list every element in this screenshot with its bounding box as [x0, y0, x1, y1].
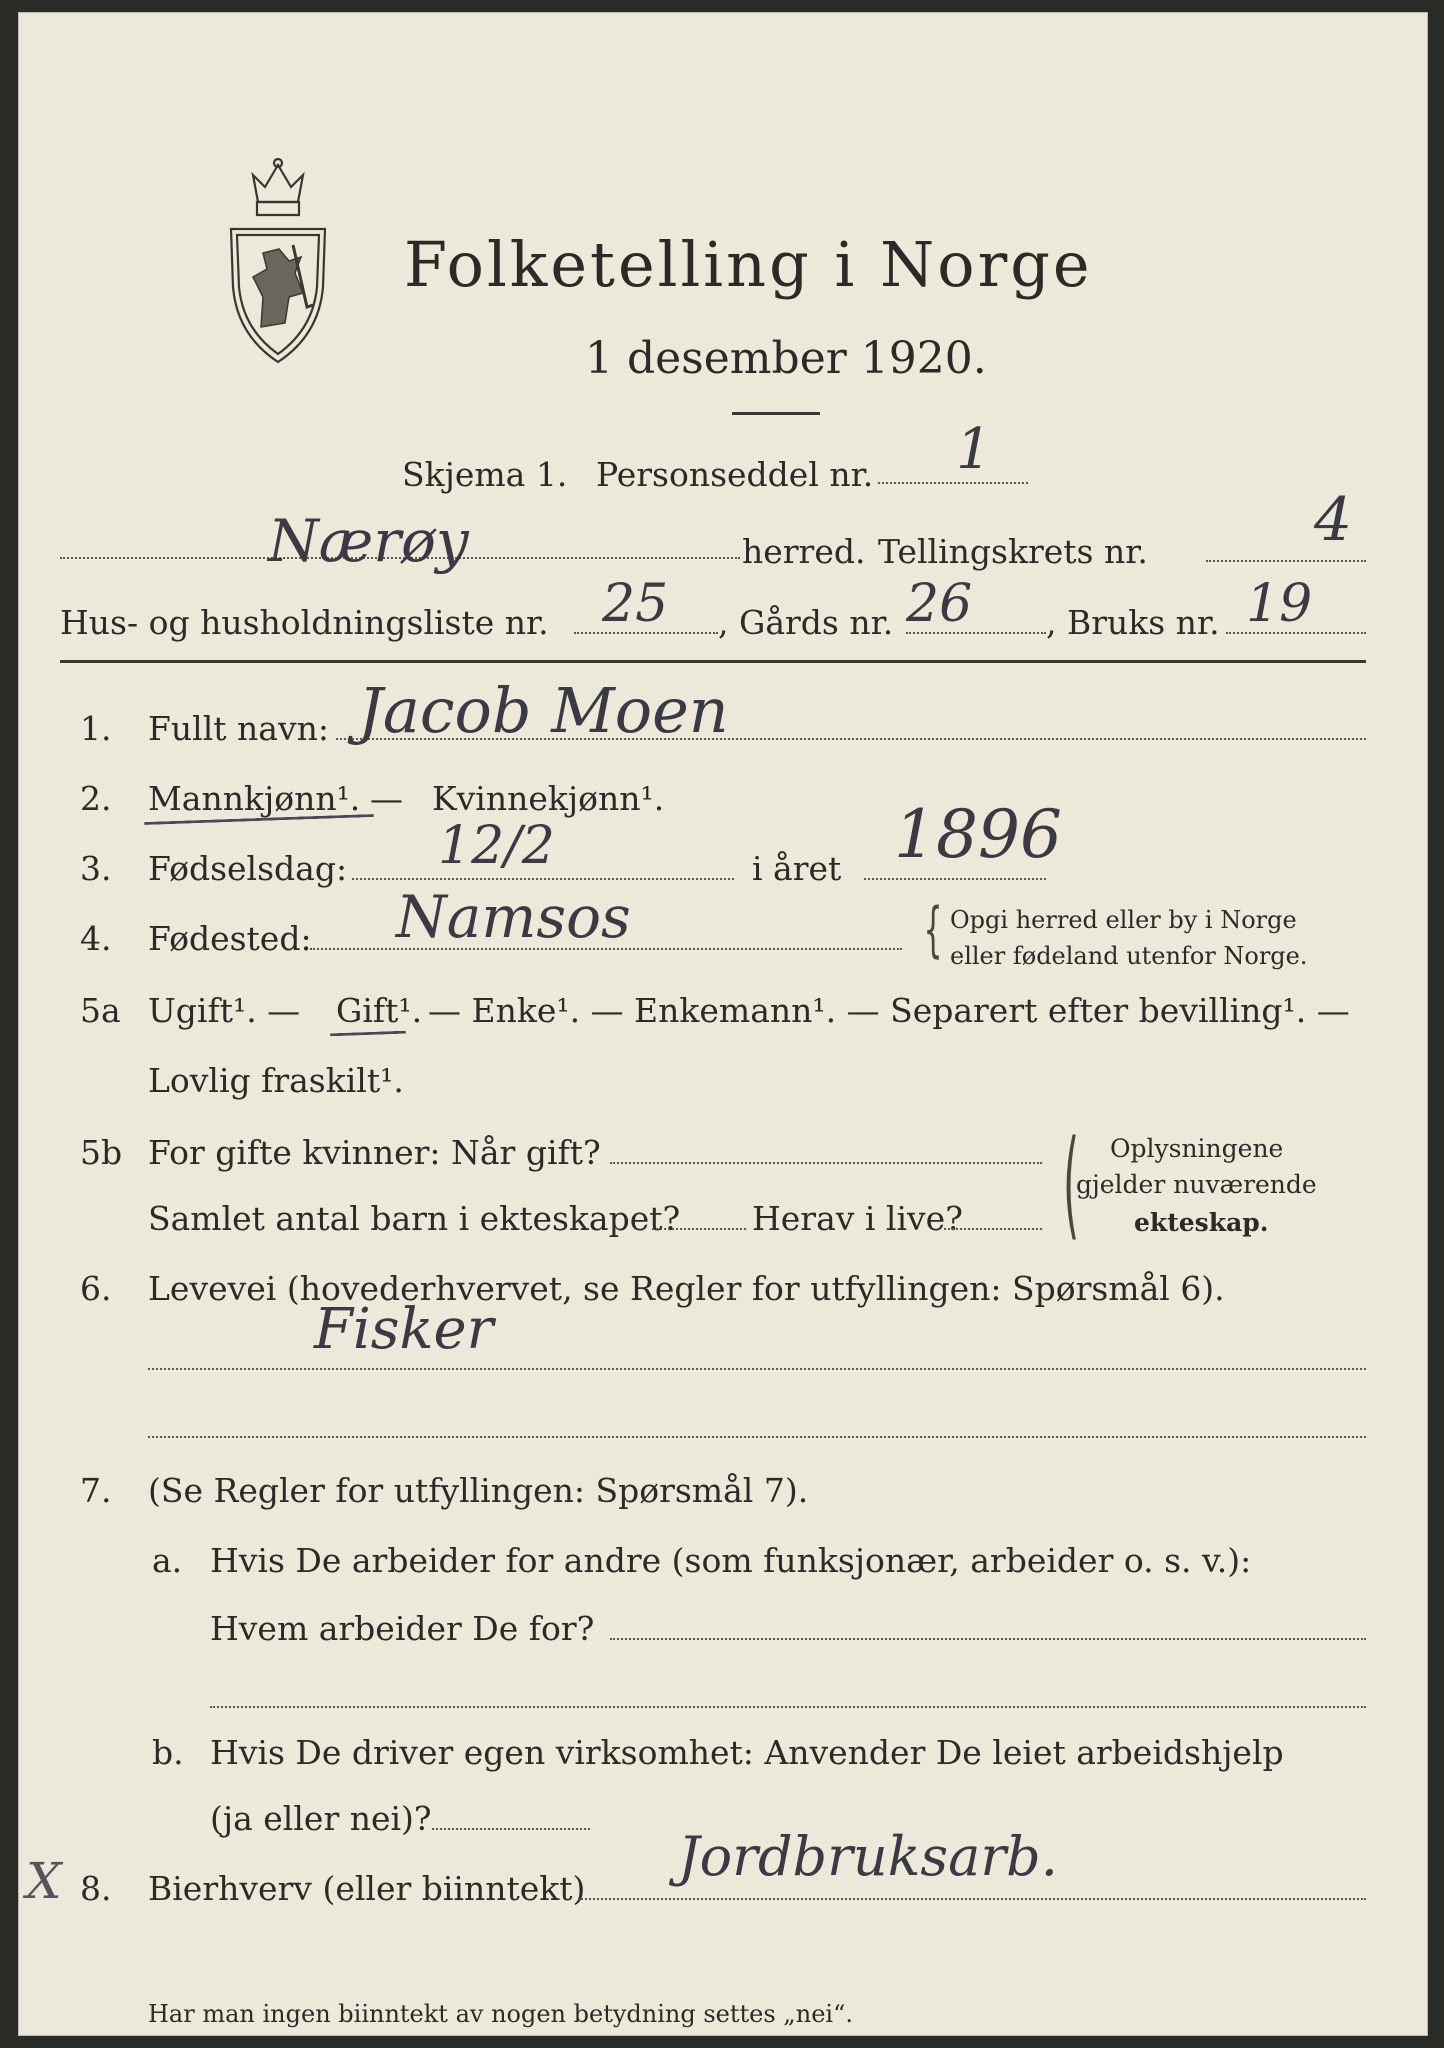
- birth-year-value[interactable]: 1896: [894, 796, 1062, 873]
- q5b-note-line1: Oplysningene: [1110, 1134, 1284, 1163]
- census-date: 1 desember 1920.: [585, 333, 987, 384]
- footer-note: Har man ingen biinntekt av nogen betydning settes „nei“.: [148, 2000, 853, 2028]
- birthplace-value[interactable]: Namsos: [396, 883, 631, 951]
- bruks-value[interactable]: 19: [1246, 574, 1313, 634]
- children-alive-label: Herav i live?: [752, 1199, 963, 1238]
- employer-field[interactable]: [610, 1638, 1366, 1640]
- occupation-value[interactable]: Fisker: [314, 1297, 494, 1362]
- q4-note-line1: Opgi herred eller by i Norge: [950, 906, 1297, 934]
- q1-label: Fullt navn:: [148, 709, 329, 748]
- secondary-occupation-value[interactable]: Jordbruksarb.: [678, 1825, 1058, 1888]
- margin-mark: X: [26, 1852, 62, 1910]
- q8-label: Bierhverv (eller biinntekt): [148, 1869, 586, 1908]
- q1-number: 1.: [80, 709, 112, 748]
- q7b-question: (ja eller nei)?: [210, 1799, 432, 1838]
- coat-of-arms-icon: [223, 157, 333, 367]
- q4-number: 4.: [80, 919, 112, 958]
- male-option[interactable]: Mannkjønn¹.: [148, 779, 361, 818]
- q7-number: 7.: [80, 1471, 112, 1510]
- title-separator: [732, 412, 820, 415]
- census-form: [18, 12, 1428, 2036]
- q5b-note-line3: ekteskap.: [1134, 1208, 1269, 1237]
- q4-note-line2: eller fødeland utenfor Norge.: [950, 942, 1308, 970]
- q6-label: Levevei (hovederhvervet, se Regler for utfyllingen: Spørsmål 6).: [148, 1269, 1225, 1308]
- birth-day-value[interactable]: 12/2: [438, 816, 555, 876]
- q8-number: 8.: [80, 1869, 112, 1908]
- children-alive-field[interactable]: [944, 1228, 1042, 1230]
- married-selection-mark: [330, 1031, 406, 1037]
- bruks-label: , Bruks nr.: [1046, 603, 1220, 642]
- q3-label: Fødselsdag:: [148, 849, 348, 888]
- gaards-value[interactable]: 26: [906, 574, 973, 634]
- other-status-options[interactable]: — Enke¹. — Enkemann¹. — Separert efter bevilling¹. —: [428, 991, 1350, 1030]
- q5b-note-line2: gjelder nuværende: [1076, 1170, 1317, 1199]
- married-option[interactable]: Gift¹.: [336, 991, 423, 1030]
- hus-value[interactable]: 25: [602, 574, 669, 634]
- herred-label: herred.: [742, 532, 866, 571]
- person-label: Personseddel nr.: [596, 455, 874, 494]
- hired-help-field[interactable]: [432, 1828, 590, 1830]
- q2-separator: —: [370, 779, 403, 818]
- schema-label: Skjema 1.: [402, 455, 568, 494]
- q7-label: (Se Regler for utfyllingen: Spørsmål 7).: [148, 1471, 809, 1510]
- q7b-letter: b.: [152, 1733, 184, 1772]
- header-divider: [60, 660, 1366, 663]
- year-label: i året: [752, 849, 842, 888]
- children-total-label: Samlet antal barn i ekteskapet?: [148, 1199, 681, 1238]
- full-name-value[interactable]: Jacob Moen: [358, 674, 729, 747]
- married-when-label: For gifte kvinner: Når gift?: [148, 1133, 601, 1172]
- q7b-text: Hvis De driver egen virksomhet: Anvender De leiet arbeidshjelp: [210, 1733, 1284, 1772]
- form-title: Folketelling i Norge: [404, 228, 1093, 301]
- krets-label: Tellingskrets nr.: [878, 532, 1148, 571]
- q7a-text: Hvis De arbeider for andre (som funksjonær, arbeider o. s. v.):: [210, 1541, 1252, 1580]
- herred-value[interactable]: Nærøy: [268, 507, 469, 575]
- q4-label: Fødested:: [148, 919, 312, 958]
- q7a-letter: a.: [152, 1541, 183, 1580]
- q5b-number: 5b: [80, 1133, 123, 1172]
- q6-number: 6.: [80, 1269, 112, 1308]
- hus-label: Hus- og husholdningsliste nr.: [60, 603, 549, 642]
- q2-number: 2.: [80, 779, 112, 818]
- gaards-label: , Gårds nr.: [718, 603, 894, 642]
- q7a-question: Hvem arbeider De for?: [210, 1609, 595, 1648]
- unmarried-option[interactable]: Ugift¹. —: [148, 991, 301, 1030]
- married-when-field[interactable]: [610, 1162, 1042, 1164]
- krets-value[interactable]: 4: [1314, 485, 1353, 555]
- person-number-value[interactable]: 1: [956, 417, 992, 482]
- female-option[interactable]: Kvinnekjønn¹.: [432, 779, 665, 818]
- q5b-note-brace: (: [1062, 1114, 1080, 1252]
- children-total-field[interactable]: [652, 1228, 746, 1230]
- q4-note-brace: {: [923, 895, 943, 965]
- divorced-option[interactable]: Lovlig fraskilt¹.: [148, 1061, 404, 1100]
- q5a-number: 5a: [80, 991, 121, 1030]
- q3-number: 3.: [80, 849, 112, 888]
